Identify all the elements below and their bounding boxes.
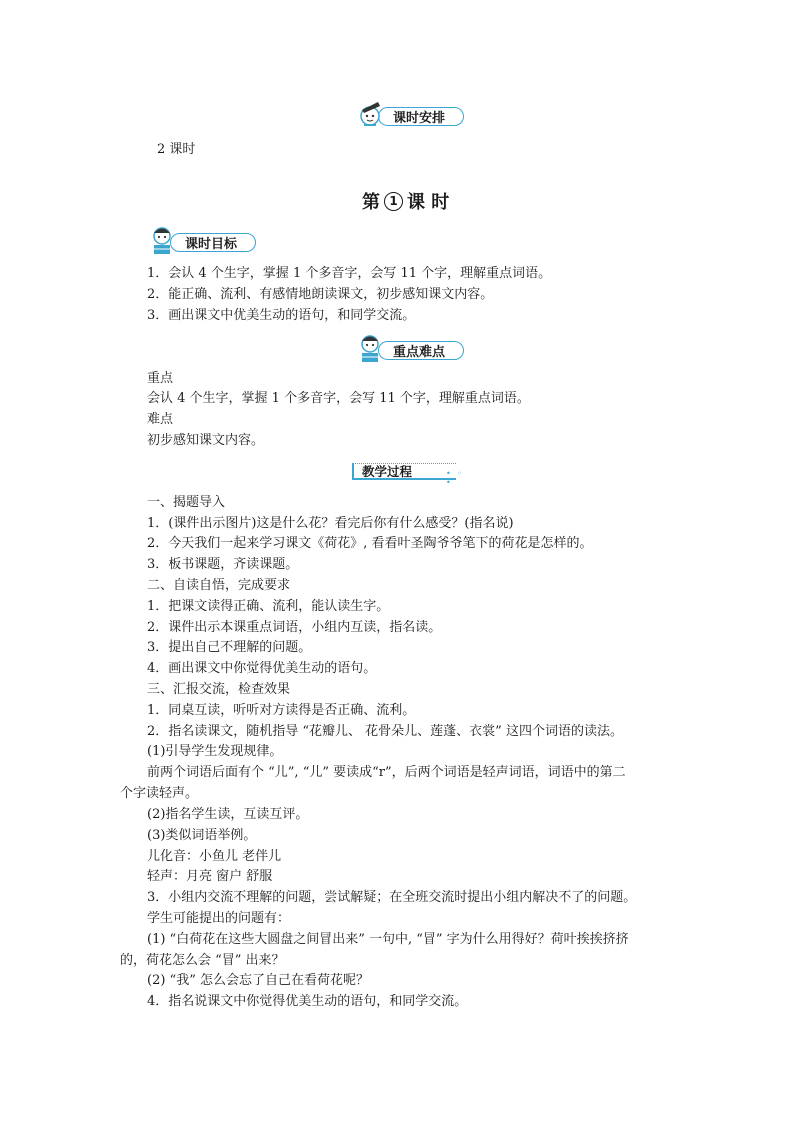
process-line: 4．指名说课文中你觉得优美生动的语句，和同学交流。 <box>147 994 468 1009</box>
keypoints-badge <box>356 338 466 364</box>
lesson-number: 1 <box>384 192 403 211</box>
difficulty-text: 初步感知课文内容。 <box>147 433 265 448</box>
process-line: (2) “我” 怎么会忘了自己在看荷花呢？ <box>147 973 369 988</box>
process-badge <box>352 461 470 487</box>
process-line: 个字读轻声。 <box>120 786 199 801</box>
objectives-badge-label: 课时目标 <box>170 233 256 252</box>
mascot-icon <box>356 96 388 130</box>
decorative-dots-icon: • ◦ • <box>446 469 464 487</box>
lesson-title-suffix: 课 时 <box>407 192 450 213</box>
process-line: 3．提出自己不理解的问题。 <box>147 640 312 655</box>
process-badge-label: 教学过程 <box>352 463 456 480</box>
key-label: 重点 <box>147 371 174 386</box>
process-line: (1)引导学生发现规律。 <box>147 744 283 759</box>
process-line: 3．板书课题，齐读课题。 <box>147 557 299 572</box>
process-line: 4．画出课文中你觉得优美生动的语句。 <box>147 661 377 676</box>
process-line: 2．今天我们一起来学习课文《荷花》, 看看叶圣陶爷爷笔下的荷花是怎样的。 <box>147 536 593 551</box>
process-line: 的，荷花怎么会 “冒” 出来？ <box>120 953 285 968</box>
objective-item-2: 2．能正确、流利、有感情地朗读课文，初步感知课文内容。 <box>147 287 494 302</box>
process-line: 学生可能提出的问题有： <box>147 911 291 926</box>
objective-item-1: 1．会认 4 个生字，掌握 1 个多音字，会写 11 个字，理解重点词语。 <box>147 266 552 281</box>
objectives-badge <box>148 230 258 256</box>
schedule-badge-label: 课时安排 <box>378 107 464 126</box>
objective-item-3: 3．画出课文中优美生动的语句，和同学交流。 <box>147 308 416 323</box>
process-line: 1．同桌互读，听听对方读得是否正确、流利。 <box>147 703 416 718</box>
process-line: 二、自读自悟，完成要求 <box>147 578 291 593</box>
process-line: 1．(课件出示图片)这是什么花？看完后你有什么感受？(指名说) <box>147 516 514 531</box>
process-line: (3)类似词语举例。 <box>147 828 257 843</box>
process-line: 2．指名读课文，随机指导 “花瓣儿、 花骨朵儿、莲蓬、衣裳” 这四个词语的读法。 <box>147 724 623 739</box>
keypoints-badge-label: 重点难点 <box>378 341 464 360</box>
schedule-badge <box>356 104 466 130</box>
schedule-text: 2 课时 <box>157 142 196 157</box>
process-line: 三、汇报交流，检查效果 <box>147 682 291 697</box>
process-line: 3．小组内交流不理解的问题，尝试解疑；在全班交流时提出小组内解决不了的问题。 <box>147 890 637 905</box>
key-text: 会认 4 个生字，掌握 1 个多音字，会写 11 个字，理解重点词语。 <box>147 391 530 406</box>
process-line: 一、揭题导入 <box>147 495 226 510</box>
process-line: 儿化音：小鱼儿 老伴儿 <box>147 849 282 864</box>
boy-reading-icon <box>148 222 180 256</box>
process-line: (1) “白荷花在这些大圆盘之间冒出来” 一句中, “冒” 字为什么用得好？荷叶挨挨挤挤 <box>147 932 629 947</box>
process-line: 前两个词语后面有个 “儿”, “儿” 要读成“r”，后两个词语是轻声词语，词语中的第二 <box>147 765 626 780</box>
lesson-title-prefix: 第 <box>362 192 380 213</box>
process-line: (2)指名学生读，互读互评。 <box>147 807 309 822</box>
difficulty-label: 难点 <box>147 412 174 427</box>
process-line: 1．把课文读得正确、流利，能认读生字。 <box>147 599 390 614</box>
process-line: 2．课件出示本课重点词语，小组内互读，指名读。 <box>147 620 442 635</box>
lesson-title <box>362 188 449 214</box>
boy-reading-icon <box>356 330 388 364</box>
process-line: 轻声：月亮 窗户 舒服 <box>147 869 273 884</box>
